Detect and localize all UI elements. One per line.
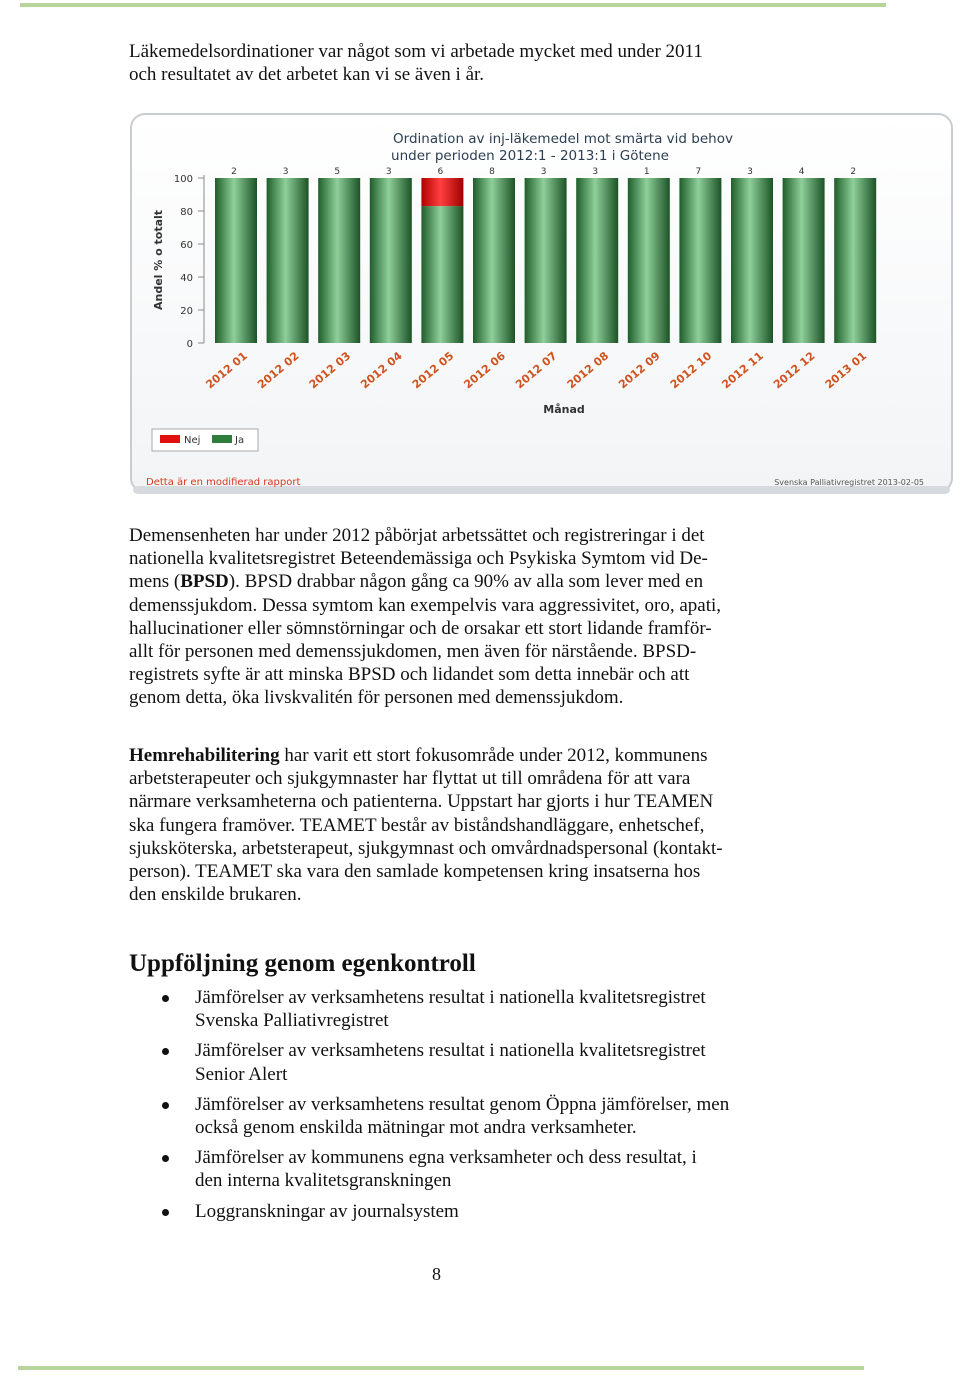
text-segment: mens (: [129, 571, 181, 593]
bar-ja: [576, 178, 618, 343]
y-tick-label: 40: [180, 273, 193, 284]
chart-footer-note: Detta är en modifierad rapport: [146, 477, 301, 488]
legend: [152, 429, 258, 451]
chart-footer-source: Svenska Palliativregistret 2013-02-05: [774, 478, 924, 487]
x-tick-label: 2012 06: [461, 349, 508, 392]
text-segment: ). BPSD drabbar någon gång ca 90% av alla som lever med en: [228, 571, 704, 593]
bar-ja: [525, 178, 567, 343]
bullet-icon: [162, 1048, 169, 1055]
list-item: [0, 1200, 800, 1223]
x-tick-label: 2012 10: [667, 349, 715, 392]
bar-count-label: 1: [643, 167, 650, 177]
bar-count-label: 2: [231, 167, 237, 177]
text-line: [129, 744, 769, 767]
section-heading: Uppföljning genom egenkontroll: [129, 950, 476, 977]
bottom-rule: [18, 1366, 864, 1370]
bar-ja: [834, 178, 876, 343]
y-axis-label: Andel % o totalt: [152, 209, 165, 311]
list-item: [0, 1039, 800, 1085]
text-line: Jämförelser av verksamhetens resultat i nationella kvalitetsregistret: [195, 1040, 706, 1062]
text-line: hallucinationer eller sömnstörningar och de orsakar ett stort lidande framför-: [129, 617, 712, 639]
bullet-icon: [162, 1102, 169, 1109]
paragraph-hemrehabilitering: [129, 744, 769, 906]
bar-ja: [421, 206, 463, 343]
paragraph-bpsd: [129, 524, 769, 710]
x-tick-label: 2012 03: [306, 349, 354, 392]
bold-term-bpsd: BPSD: [180, 571, 229, 593]
x-tick-label: 2012 08: [564, 349, 612, 392]
text-line: Läkemedelsordinationer var något som vi arbetade mycket med under 2011: [129, 41, 703, 62]
x-tick-label: 2012 04: [358, 349, 405, 392]
bar-count-label: 3: [540, 167, 547, 177]
text-line: ska fungera framöver. TEAMET består av biståndshandläggare, enhetschef,: [129, 814, 705, 836]
y-tick-label: 20: [180, 306, 193, 317]
bar-ja: [628, 178, 670, 343]
bar-ja: [267, 178, 309, 343]
text-line: Jämförelser av verksamhetens resultat genom Öppna jämförelser, men: [195, 1093, 730, 1115]
chart-title-line-1: Ordination av inj-läkemedel mot smärta vid behov: [393, 131, 733, 147]
bullet-list: [0, 986, 800, 1230]
x-tick-label: 2012 02: [255, 349, 302, 392]
text-line: Loggranskningar av journalsystem: [195, 1200, 459, 1222]
text-segment: har varit ett stort fokusområde under 2012, kommunens: [279, 745, 708, 766]
y-tick-label: 0: [186, 339, 193, 350]
text-line: Jämförelser av kommunens egna verksamheter och dess resultat, i: [195, 1147, 697, 1169]
y-tick-label: 100: [173, 174, 193, 185]
x-tick-label: 2012 11: [719, 349, 766, 392]
text-line: den interna kvalitetsgranskningen: [195, 1170, 452, 1192]
x-tick-label: 2012 07: [513, 349, 560, 392]
bar-ja: [731, 178, 773, 343]
legend-label-ja: Ja: [235, 435, 245, 446]
bar-count-label: 3: [592, 167, 599, 177]
bar-count-label: 2: [850, 167, 857, 177]
x-axis-label: Månad: [543, 403, 585, 416]
text-line: också genom enskilda mätningar mot andra verksamheter.: [195, 1117, 637, 1139]
bar-ja: [473, 178, 515, 343]
bar-ja: [783, 178, 825, 343]
page-number: 8: [432, 1264, 441, 1284]
bar-chart: [130, 113, 953, 495]
list-item: [0, 1146, 800, 1192]
text-line: Svenska Palliativregistret: [195, 1010, 389, 1032]
bar-count-label: 7: [695, 167, 702, 177]
text-line: demenssjukdom. Dessa symtom kan exempelvis vara aggressivitet, oro, apati,: [129, 594, 722, 616]
paragraph-medication: [129, 40, 769, 86]
text-line: närmare verksamheterna och patienterna. Uppstart har gjorts i hur TEAMEN: [129, 791, 714, 813]
text-line: den enskilde brukaren.: [129, 884, 302, 906]
x-tick-label: 2012 01: [203, 349, 250, 392]
legend-swatch-nej: [160, 435, 180, 443]
bullet-icon: [162, 995, 169, 1002]
x-tick-label: 2012 12: [771, 349, 818, 392]
bar-count-label: 3: [747, 167, 753, 177]
bar-nej: [421, 178, 463, 206]
bar-ja: [215, 178, 257, 343]
bar-count-label: 5: [334, 167, 341, 177]
x-tick-label: 2012 09: [616, 349, 663, 392]
y-tick-label: 60: [180, 240, 193, 251]
bar-count-label: 4: [798, 167, 805, 177]
bold-term-hemrehabilitering: Hemrehabilitering: [129, 745, 280, 766]
text-line: allt för personen med demenssjukdomen, men även för närstående. BPSD-: [129, 641, 697, 663]
text-line: genom detta, öka livskvalitén för personen med demenssjukdom.: [129, 687, 624, 709]
top-rule: [20, 3, 886, 7]
text-line: [129, 570, 769, 593]
bar-count-label: 6: [437, 167, 444, 177]
bullet-icon: [162, 1155, 169, 1162]
legend-label-nej: Nej: [184, 435, 201, 446]
x-tick-label: 2013 01: [822, 349, 870, 392]
list-item: [0, 986, 800, 1032]
bar-ja: [318, 178, 360, 343]
text-line: Senior Alert: [195, 1063, 288, 1085]
bar-count-label: 3: [282, 167, 289, 177]
text-line: person). TEAMET ska vara den samlade kompetensen kring insatserna hos: [129, 861, 701, 883]
chart-svg: [130, 113, 953, 495]
bar-count-label: 8: [489, 167, 495, 177]
text-line: nationella kvalitetsregistret Beteendemässiga och Psykiska Symtom vid De-: [129, 548, 708, 570]
text-line: Jämförelser av verksamhetens resultat i nationella kvalitetsregistret: [195, 987, 706, 1008]
text-line: och resultatet av det arbetet kan vi se även i år.: [129, 64, 485, 86]
text-line: Demensenheten har under 2012 påbörjat arbetssättet och registreringar i det: [129, 525, 705, 546]
bar-count-label: 3: [385, 167, 392, 177]
list-item: [0, 1093, 800, 1139]
text-line: sjuksköterska, arbetsterapeut, sjukgymnast och omvårdnadspersonal (kontakt-: [129, 837, 723, 859]
x-tick-label: 2012 05: [409, 349, 457, 392]
chart-title-line-2: under perioden 2012:1 - 2013:1 i Götene: [391, 148, 669, 164]
text-line: arbetsterapeuter och sjukgymnaster har flyttat ut till områdena för att vara: [129, 768, 691, 790]
bullet-icon: [162, 1209, 169, 1216]
bar-ja: [370, 178, 412, 343]
bar-ja: [679, 178, 721, 343]
legend-swatch-ja: [212, 435, 232, 443]
text-line: registrets syfte är att minska BPSD och lidandet som detta innebär och att: [129, 664, 690, 686]
y-tick-label: 80: [180, 207, 193, 218]
